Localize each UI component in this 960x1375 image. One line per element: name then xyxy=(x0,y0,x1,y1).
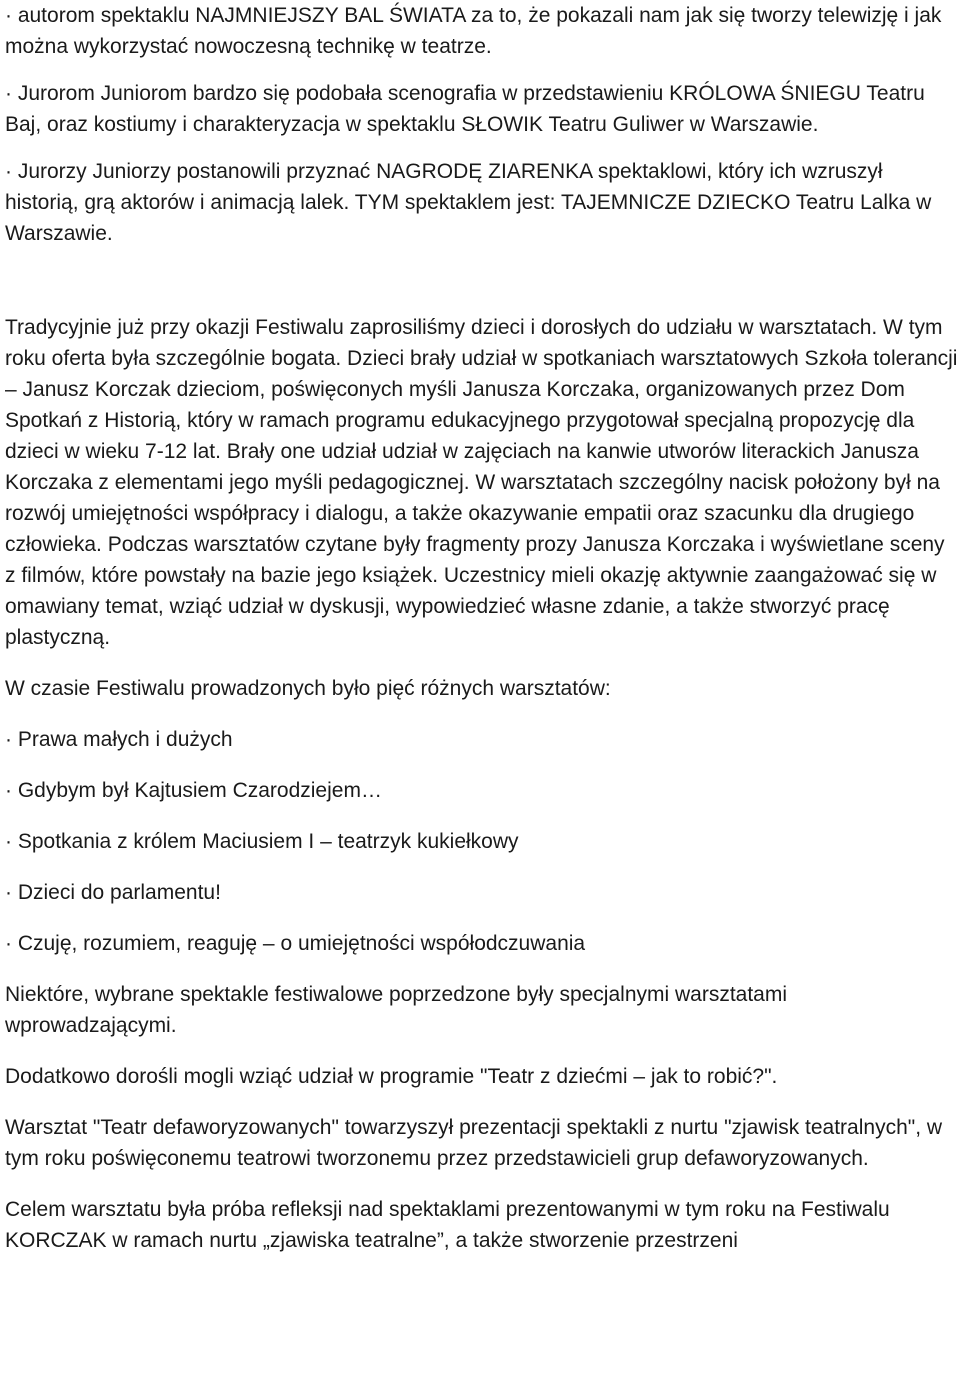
intro-workshops-paragraph: Niektóre, wybrane spektakle festiwalowe poprzedzone były specjalnymi warsztatami wprowadzającymi. xyxy=(5,983,788,1037)
workshops-paragraph: Tradycyjnie już przy okazji Festiwalu zaprosiliśmy dzieci i dorosłych do udziału w warsztatach. W tym roku oferta była szczególnie bogata. Dzieci brały udział w spotkaniach warsztatowych Szkoła tolerancji – Janusz Korczak dzieciom, poświęconych myśli Janusza Korczaka, organizowanych przez Dom Spotkań z Historią, który w ramach programu edukacyjnego przygotował specjalną propozycję dla dzieci w wieku 7-12 lat. Brały one udział udział w zajęciach na kanwie utworów literackich Janusza Korczaka z elementami jego myśli pedagogicznej. W warsztatach szczególny nacisk położony był na rozwój umiejętności współpracy i dialogu, a także okazywanie empatii oraz szacunku dla drugiego człowieka. Podczas warsztatów czytane były fragmenty prozy Janusza Korczaka i wyświetlane sceny z filmów, które powstały na bazie jego książek. Uczestnicy mieli okazję aktywnie zaangażować się w omawiany temat, wziąć udział w dyskusji, wypowiedzieć własne zdanie, a także stworzyć pracę plastyczną. xyxy=(5,316,958,649)
workshop-list-item: · Spotkania z królem Maciusiem I – teatrzyk kukiełkowy xyxy=(5,830,519,853)
document-body xyxy=(5,0,960,1256)
workshop-list-item: · Gdybym był Kajtusiem Czarodziejem… xyxy=(5,779,382,802)
workshop-goal-paragraph: Celem warsztatu była próba refleksji nad spektaklami prezentowanymi w tym roku na Festiwalu KORCZAK w ramach nurtu „zjawiska teatralne”, a także stworzenie przestrzeni xyxy=(5,1198,890,1252)
jury-award-paragraph-1: · autorom spektaklu NAJMNIEJSZY BAL ŚWIATA za to, że pokazali nam jak się tworzy telewizję i jak można wykorzystać nowoczesną technikę w teatrze. xyxy=(5,4,942,58)
jury-award-paragraph-3: · Jurorzy Juniorzy postanowili przyznać NAGRODĘ ZIARENKA spektaklowi, który ich wzruszył historią, grą aktorów i animacją lalek. TYM spektaklem jest: TAJEMNICZE DZIECKO Teatru Lalka w Warszawie. xyxy=(5,160,932,245)
adults-program-paragraph: Dodatkowo dorośli mogli wziąć udział w programie "Teatr z dziećmi – jak to robić?". xyxy=(5,1065,778,1088)
jury-award-paragraph-2: · Jurorom Juniorom bardzo się podobała scenografia w przedstawieniu KRÓLOWA ŚNIEGU Teatru Baj, oraz kostiumy i charakteryzacja w spektaklu SŁOWIK Teatru Guliwer w Warszawie. xyxy=(5,82,925,136)
defavored-theatre-paragraph: Warsztat "Teatr defaworyzowanych" towarzyszył prezentacji spektakli z nurtu "zjawisk teatralnych", w tym roku poświęconemu teatrowi tworzonemu przez przedstawicieli grup defaworyzowanych. xyxy=(5,1116,943,1170)
workshop-list-item: · Prawa małych i dużych xyxy=(5,728,233,751)
workshops-intro: W czasie Festiwalu prowadzonych było pięć różnych warsztatów: xyxy=(5,677,611,700)
workshop-list-item: · Dzieci do parlamentu! xyxy=(5,881,221,904)
workshop-list-item: · Czuję, rozumiem, reaguję – o umiejętności współodczuwania xyxy=(5,932,586,955)
